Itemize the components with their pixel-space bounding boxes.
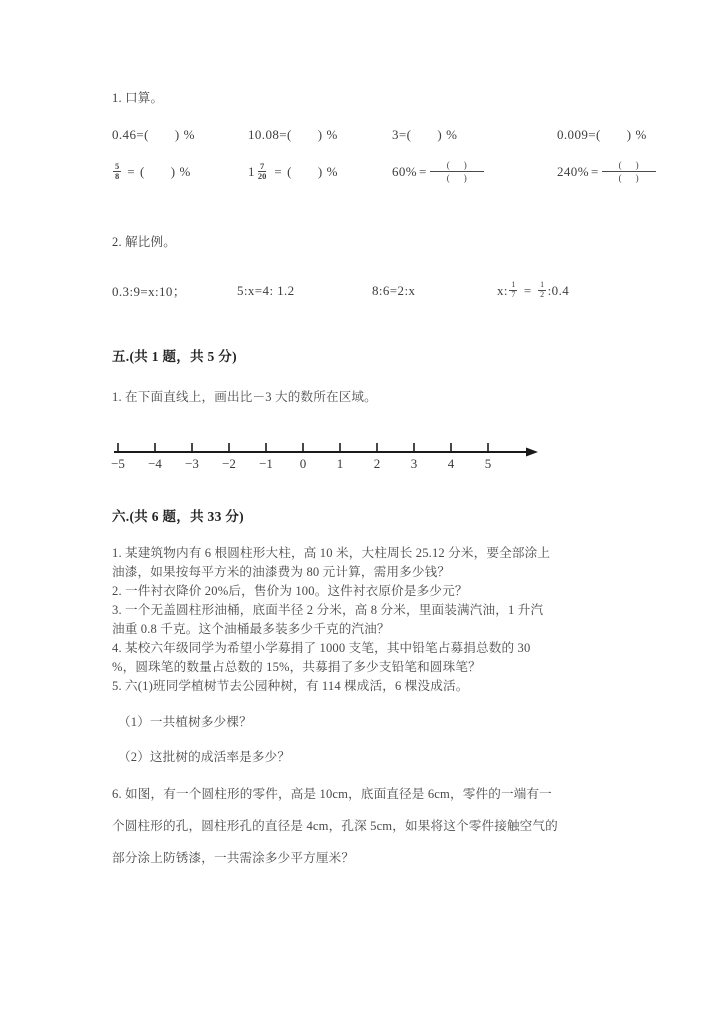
proportion-tail: :0.4	[547, 282, 570, 298]
number-line-tick-label: 0	[299, 456, 307, 471]
proportions-row	[112, 281, 569, 300]
paren-open: (	[406, 127, 412, 142]
problem-line: 个圆柱形的孔，圆柱形孔的直径是 4cm，孔深 5cm，如果将这个零件接触空气的	[112, 819, 558, 833]
number-line-tick-label: −4	[148, 456, 162, 471]
problem-line: 2. 一件衬衣降价 20%后，售价为 100。这件衬衣原价是多少元？	[112, 584, 468, 598]
fraction-1-over-7	[509, 281, 517, 299]
proportion-item-4	[497, 282, 569, 300]
oral-calc-label: 1. 口算。	[112, 91, 164, 105]
section-six-heading: 六.(共 6 题，共 33 分)	[112, 509, 244, 524]
sub-question-2: （2）这批树的成活率是多少？	[118, 750, 291, 764]
problem-line: %，圆珠笔的数量占总数的 15%，共募捐了多少支铅笔和圆珠笔？	[112, 660, 481, 674]
calc-item-0.46	[112, 127, 248, 143]
equals-sign: =	[419, 163, 427, 179]
problem-line: 油漆，如果按每平方米的油漆费为 80 元计算，需用多少钱？	[112, 565, 451, 579]
problem-6	[112, 778, 632, 874]
problem-3	[112, 601, 632, 639]
number-line-tick-label: 2	[373, 456, 381, 471]
calc-item-10.08	[248, 127, 392, 143]
fraction-7-over-20	[256, 162, 269, 181]
fraction-denominator: 8	[115, 170, 120, 181]
problem-line: 6. 如图，有一个圆柱形的零件，高是 10cm，底面直径是 6cm，零件的一端有一	[112, 787, 552, 801]
fraction-numerator: 1	[511, 280, 516, 290]
calc-item-one-and-seven-twentieths	[248, 162, 392, 181]
equals-sign: =	[127, 163, 135, 179]
fraction-denominator-blank[interactable]: ()	[618, 172, 653, 183]
problem-4	[112, 639, 632, 677]
paren-close: )	[174, 127, 180, 142]
fraction-numerator: 7	[260, 160, 265, 171]
equals-sign: =	[590, 163, 599, 179]
section-five-heading: 五.(共 1 题，共 5 分)	[112, 349, 237, 364]
problem-line: 部分涂上防锈漆，一共需涂多少平方厘米？	[112, 851, 355, 865]
mixed-whole-part: 1	[248, 163, 255, 179]
fraction-blank-over-blank[interactable]	[430, 160, 484, 184]
proportions-label: 2. 解比例。	[112, 235, 176, 249]
number-line-tick-label: 1	[336, 456, 344, 471]
fraction-blank-over-blank[interactable]	[602, 160, 656, 184]
percent-sign: %	[179, 163, 191, 179]
calc-lhs: 0.009=	[557, 127, 596, 142]
section-five-question: 1. 在下面直线上，画出比－3 大的数所在区域。	[112, 390, 377, 404]
problem-line: 5. 六(1)班同学植树节去公园种树，有 114 棵成活，6 棵没成活。	[112, 679, 469, 693]
equals-sign: =	[274, 163, 283, 179]
percent-sign: %	[446, 127, 458, 142]
paren-open: (	[139, 163, 145, 179]
fraction-1-over-2	[538, 281, 546, 299]
number-line-tick-label: 3	[410, 456, 418, 471]
fraction-numerator: 1	[540, 280, 545, 290]
problem-1	[112, 544, 632, 582]
oral-calc-row-1	[112, 127, 647, 143]
number-line-axis	[112, 440, 542, 460]
problem-5	[112, 677, 632, 696]
fraction-denominator: 20	[257, 170, 267, 181]
paren-close: )	[170, 163, 176, 179]
calc-item-five-eighths	[112, 162, 248, 181]
number-line-tick-label: −1	[259, 456, 273, 471]
calc-lhs: 240%	[557, 163, 589, 179]
number-line-tick-label: 5	[484, 456, 492, 471]
proportion-expression: 8:6=2:x	[372, 282, 416, 298]
number-line-tick-label: −2	[222, 456, 236, 471]
paren-close: )	[317, 163, 323, 179]
fraction-5-over-8	[113, 162, 121, 181]
fraction-numerator-blank[interactable]: ()	[430, 160, 484, 172]
calc-lhs: 10.08=	[248, 127, 287, 142]
paren-close: )	[317, 127, 323, 142]
number-line-tick-label: −5	[111, 456, 125, 471]
proportion-item-2	[237, 283, 372, 299]
oral-calc-row-2	[112, 160, 656, 184]
number-line-diagram	[112, 440, 542, 480]
proportion-lead: x:	[497, 282, 508, 298]
percent-sign: %	[326, 163, 338, 179]
proportion-expression: 5:x=4: 1.2	[237, 282, 295, 298]
paren-open: (	[144, 127, 149, 142]
calc-item-60-percent	[392, 160, 557, 184]
number-line-tick-label: 4	[447, 456, 455, 471]
problem-line: 油重 0.8 千克。这个油桶最多装多少千克的汽油？	[112, 622, 390, 636]
fraction-numerator-blank[interactable]: ()	[602, 160, 656, 172]
calc-item-0.009	[557, 127, 647, 143]
calc-lhs: 60%	[392, 163, 418, 179]
problem-line: 1. 某建筑物内有 6 根圆柱形大柱，高 10 米，大柱周长 25.12 分米，要全部涂上	[112, 546, 551, 560]
equals-sign: =	[523, 282, 532, 298]
calc-lhs: 0.46=	[112, 127, 145, 142]
proportion-expression: 0.3:9=x:10；	[112, 284, 187, 299]
calc-lhs: 3=	[392, 127, 407, 142]
calc-item-3	[392, 127, 557, 143]
number-line-tick-label: −3	[185, 456, 199, 471]
problem-line: 3. 一个无盖圆柱形油桶，底面半径 2 分米，高 8 分米，里面装满汽油，1 升汽	[112, 603, 544, 617]
paren-open: (	[287, 163, 292, 179]
paren-open: (	[595, 127, 601, 142]
paren-close: )	[626, 127, 632, 142]
percent-sign: %	[635, 127, 647, 142]
percent-sign: %	[183, 127, 195, 142]
problem-2	[112, 582, 632, 601]
proportion-item-1	[112, 281, 237, 300]
fraction-denominator: 7	[511, 289, 516, 299]
paren-open: (	[286, 127, 292, 142]
fraction-denominator: 2	[540, 289, 545, 299]
calc-item-240-percent	[557, 160, 656, 184]
problem-line: 4. 某校六年级同学为希望小学募捐了 1000 支笔，其中铅笔占募捐总数的 30	[112, 641, 531, 655]
fraction-numerator: 5	[115, 160, 120, 171]
fraction-denominator-blank[interactable]: ()	[446, 172, 481, 183]
paren-close: )	[437, 127, 443, 142]
proportion-item-3	[372, 283, 497, 299]
sub-question-1: （1）一共植树多少棵？	[118, 715, 252, 729]
percent-sign: %	[326, 127, 338, 142]
